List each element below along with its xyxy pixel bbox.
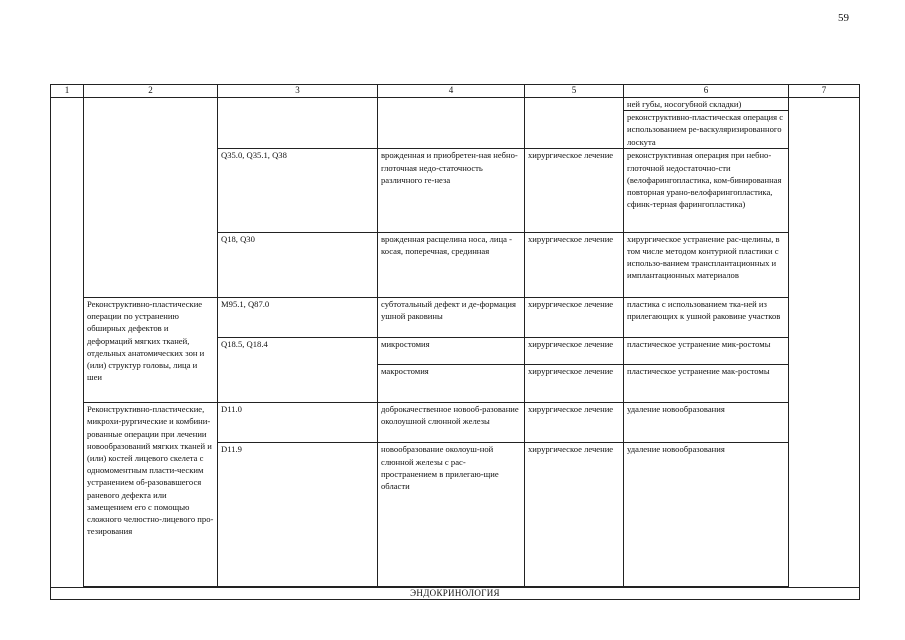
table-row bbox=[51, 403, 860, 443]
table-row bbox=[51, 297, 860, 337]
diagnosis-cell: врожденная расщелина носа, лица - косая, поперечная, срединная bbox=[378, 232, 525, 297]
treatment-type-cell: хирургическое лечение bbox=[525, 232, 624, 297]
treatment-type-cell: хирургическое лечение bbox=[525, 297, 624, 337]
column-number: 3 bbox=[218, 85, 378, 98]
treatment-type-cell: хирургическое лечение bbox=[525, 149, 624, 232]
treatment-method-cell: удаление новообразования bbox=[624, 403, 789, 443]
table-row bbox=[51, 98, 860, 111]
col7-cell bbox=[789, 98, 860, 588]
medical-care-table bbox=[50, 84, 860, 600]
codes-cell: M95.1, Q87.0 bbox=[218, 297, 378, 337]
treatment-method-cell: реконструктивная операция при небно-глоточной недостаточно-сти (велофарингопластика, ком-бинированная повторная урано-велофарингопластика, сфинк-терная фарингопластика) bbox=[624, 149, 789, 232]
group-name-cell: Реконструктивно-пластические, микрохи-рургические и комбини-рованные операции при лечении новообразований мягких тканей и (или) костей лицевого скелета с одномоментным пласти-ческим устранением об-разовавшегося раневого дефекта или замещением его с помощью сложного челюстно-лицевого про-тезирования bbox=[84, 403, 218, 587]
column-number: 6 bbox=[624, 85, 789, 98]
treatment-method-cell: реконструктивно-пластическая операция с использованием ре-васкуляризированного лоскута bbox=[624, 111, 789, 149]
diagnosis-cell: доброкачественное новооб-разование околоушной слюнной железы bbox=[378, 403, 525, 443]
treatment-type-cell: хирургическое лечение bbox=[525, 365, 624, 403]
treatment-type-cell: хирургическое лечение bbox=[525, 403, 624, 443]
diagnosis-cell: врожденная и приобретен-ная небно-глоточная недо-статочность различного ге-неза bbox=[378, 149, 525, 232]
group-name-cell: Реконструктивно-пластические операции по устранению обширных дефектов и деформаций мягких тканей, отдельных анатомических зон и (или) структур головы, лица и шеи bbox=[84, 297, 218, 402]
treatment-type-cell bbox=[525, 98, 624, 149]
diagnosis-cell: субтотальный дефект и де-формация ушной раковины bbox=[378, 297, 525, 337]
codes-cell bbox=[218, 98, 378, 149]
diagnosis-cell: макростомия bbox=[378, 365, 525, 403]
treatment-method-cell: пластическое устранение мик-ростомы bbox=[624, 338, 789, 365]
diagnosis-cell: новообразование околоуш-ной слюнной железы с рас-пространением в прилегаю-щие области bbox=[378, 443, 525, 587]
treatment-method-cell: ней губы, носогубной складки) bbox=[624, 98, 789, 111]
column-number: 4 bbox=[378, 85, 525, 98]
column-number: 2 bbox=[84, 85, 218, 98]
treatment-type-cell: хирургическое лечение bbox=[525, 338, 624, 365]
codes-cell: D11.0 bbox=[218, 403, 378, 443]
column-number: 7 bbox=[789, 85, 860, 98]
treatment-method-cell: пластическое устранение мак-ростомы bbox=[624, 365, 789, 403]
group-cell bbox=[84, 98, 218, 298]
column-number: 1 bbox=[51, 85, 84, 98]
codes-cell: D11.9 bbox=[218, 443, 378, 587]
section-heading: ЭНДОКРИНОЛОГИЯ bbox=[51, 587, 860, 599]
codes-cell: Q18.5, Q18.4 bbox=[218, 338, 378, 403]
treatment-type-cell: хирургическое лечение bbox=[525, 443, 624, 587]
codes-cell: Q35.0, Q35.1, Q38 bbox=[218, 149, 378, 232]
column-number: 5 bbox=[525, 85, 624, 98]
page-number: 59 bbox=[838, 12, 849, 24]
codes-cell: Q18, Q30 bbox=[218, 232, 378, 297]
treatment-method-cell: хирургическое устранение рас-щелины, в том числе методом контурной пластики с использо-ванием трансплантационных и имплантационных материалов bbox=[624, 232, 789, 297]
treatment-method-cell: удаление новообразования bbox=[624, 443, 789, 587]
col1-cell bbox=[51, 98, 84, 588]
treatment-method-cell: пластика с использованием тка-ней из прилегающих к ушной раковине участков bbox=[624, 297, 789, 337]
diagnosis-cell: микростомия bbox=[378, 338, 525, 365]
section-row bbox=[51, 587, 860, 599]
column-number-row bbox=[51, 85, 860, 98]
diagnosis-cell bbox=[378, 98, 525, 149]
